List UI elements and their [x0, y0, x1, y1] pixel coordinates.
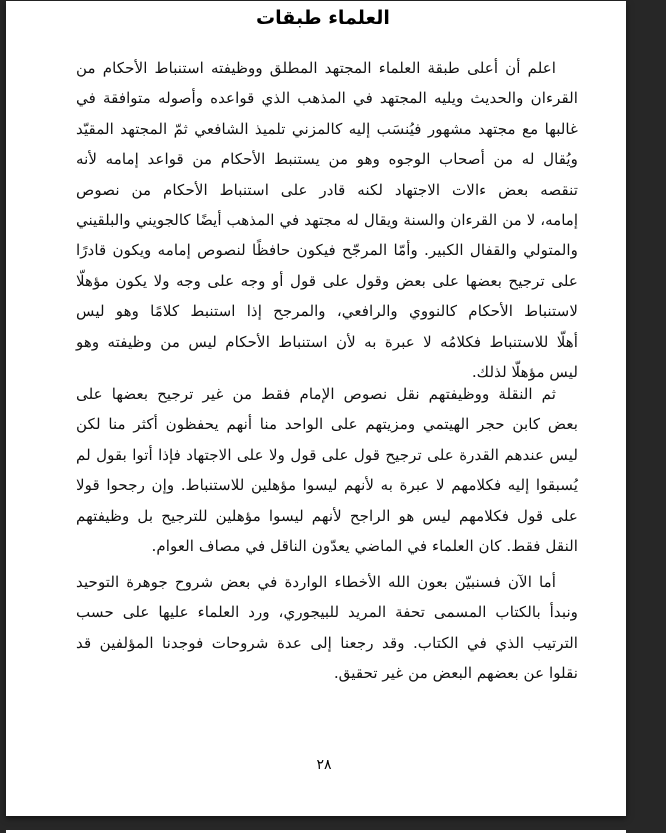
text-line: اعلم أن أعلى طبقة العلماء المجتهد المطلق ووظيفته استنباط الأحكام من: [76, 59, 556, 77]
paragraph-1: [76, 53, 578, 387]
text-line: أما الآن فسنبيّن بعون الله الأخطاء الواردة في بعض شروح جوهرة التوحيد: [76, 573, 556, 591]
text-line: إمامه، لا من القرءان والسنة ويقال له مجتهد في المذهب أيضًا كالجويني والبلقيني: [76, 210, 578, 229]
paragraph-3: [76, 567, 578, 689]
text-line: لاستنباط الأحكام كالنووي والرافعي، والمرجح إذا استنبط كلامًا وهو ليس: [76, 302, 578, 321]
text-line: يُسبقوا إليه فكلامهم لا عبرة به لأنهم ليسوا مؤهلين للاستنباط. وإن رجحوا قولا: [76, 476, 578, 495]
text-line: ويُقال له من أصحاب الوجوه وهو من يستنبط الأحكام من قواعد إمامه لأنه: [76, 150, 578, 169]
text-line: ليس عندهم القدرة على ترجيح قول على قول ولا على الاجتهاد فإذا أتوا بقول لم: [76, 445, 578, 464]
document-page: [6, 1, 626, 816]
paragraph-2: [76, 379, 578, 561]
page-number: ٢٨: [316, 757, 332, 773]
text-line: النقل فقط. كان العلماء في الماضي يعدّون الناقل في مصاف العوام.: [151, 536, 578, 555]
text-line: ونبدأ بالكتاب المسمى تحفة المريد للبيجوري، ورد العلماء عليها على حسب: [76, 603, 578, 622]
text-line: ثم النقلة ووظيفتهم نقل نصوص الإمام فقط من غير ترجيح بعضها على: [76, 385, 556, 403]
text-line: على ترجيح بعضها على بعض وقول على قول أو وجه على وجه ولا يكون مؤهلّا: [76, 271, 578, 290]
page-title-text: العلماء طبقات: [256, 7, 390, 29]
text-line: الترتيب الذي في الكتاب. وقد رجعنا إلى عدة شروحات فوجدنا المؤلفين قد: [76, 633, 578, 652]
text-line: نقلوا عن بعضهم البعض من غير تحقيق.: [333, 664, 578, 683]
text-line: بعض كابن حجر الهيتمي ومزيتهم على الواحد منا أنهم يحفظون أكثر منا لكن: [76, 415, 578, 434]
text-line: غالبها مع مجتهد مشهور فيُنسَب إليه كالمزني تلميذ الشافعي ثمّ المجتهد المقيّد: [76, 119, 578, 138]
text-line: على قول فكلامهم ليس هو الراجح لأنهم ليسوا مؤهلين للترجيح بل وظيفتهم: [76, 506, 578, 525]
text-line: القرءان والحديث ويليه المجتهد في المذهب الذي قواعده وأصوله متوافقة في: [76, 89, 578, 108]
page-title: [6, 5, 626, 31]
text-line: تنقصه بعض ءالات الاجتهاد لكنه قادر على استنباط الأحكام من نصوص: [76, 180, 578, 199]
text-line: أهلّا للاستنباط فكلامُه لا عبرة به لأن استنباط الأحكام ليس من وظيفته وهو: [76, 332, 578, 351]
text-line: والمتولي والقفال الكبير. وأمّا المرجّح فيكون حافظًا لنصوص إمامه ويكون قادرًا: [76, 241, 578, 260]
text-line: ليس مؤهلّا لذلك.: [471, 362, 578, 381]
